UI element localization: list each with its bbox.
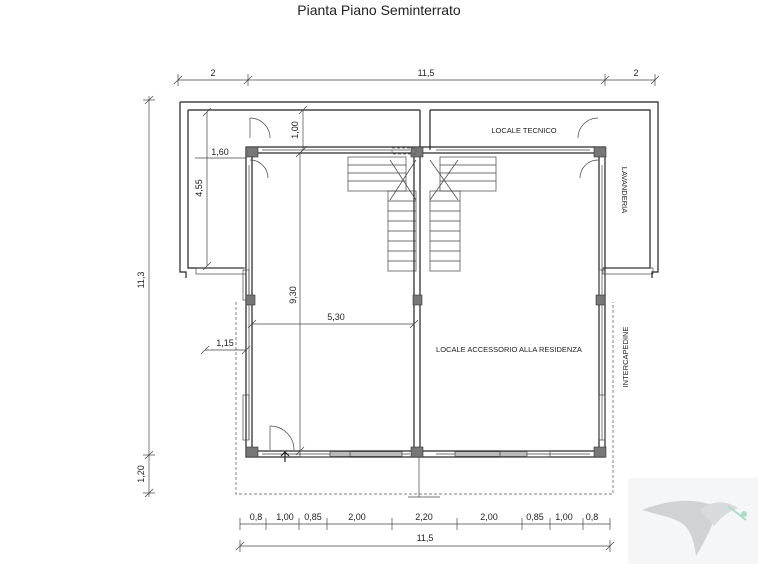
left-dimension-chain xyxy=(136,96,155,497)
bottom-dim-2: 1,00 xyxy=(276,512,294,522)
left-dim-height: 11,3 xyxy=(136,271,146,289)
left-staircase xyxy=(348,148,416,271)
dim-9-30: 9,30 xyxy=(288,286,298,304)
bottom-dim-total: 11,5 xyxy=(416,533,434,543)
bottom-dimension-chain xyxy=(236,512,614,552)
bottom-dim-3: 0,85 xyxy=(304,512,322,522)
swallow-logo-icon xyxy=(628,478,758,564)
bottom-dim-4: 2,00 xyxy=(348,512,366,522)
inner-dimensions xyxy=(194,106,418,455)
bottom-dim-5: 2,20 xyxy=(415,512,433,522)
top-dimension-chain xyxy=(174,68,659,86)
intercapedine-outline xyxy=(196,268,653,497)
room-label-locale-tecnico: LOCALE TECNICO xyxy=(491,126,557,135)
dim-1-00: 1,00 xyxy=(290,121,300,139)
room-label-lavanderia: LAVANDERIA xyxy=(620,166,629,214)
room-label-intercapedine: INTERCAPEDINE xyxy=(621,326,630,388)
plan-title: Pianta Piano Seminterrato xyxy=(297,2,461,18)
top-dim-left: 2 xyxy=(210,68,216,78)
right-staircase xyxy=(430,157,496,271)
bottom-dim-8: 1,00 xyxy=(555,512,573,522)
doors xyxy=(250,118,598,462)
bottom-dim-9: 0,8 xyxy=(585,512,599,522)
top-dim-center: 11,5 xyxy=(417,68,435,78)
dim-1-15: 1,15 xyxy=(216,338,234,348)
dim-4-55: 4,55 xyxy=(194,179,204,197)
dim-5-30: 5,30 xyxy=(327,312,345,322)
left-dim-bottom: 1,20 xyxy=(136,465,146,483)
room-label-locale-accessorio: LOCALE ACCESSORIO ALLA RESIDENZA xyxy=(436,345,582,354)
bottom-dim-1: 0,8 xyxy=(249,512,263,522)
dim-1-60: 1,60 xyxy=(211,147,229,157)
top-dim-right: 2 xyxy=(633,68,639,78)
bottom-dim-7: 0,85 xyxy=(526,512,544,522)
bottom-dim-6: 2,00 xyxy=(480,512,498,522)
